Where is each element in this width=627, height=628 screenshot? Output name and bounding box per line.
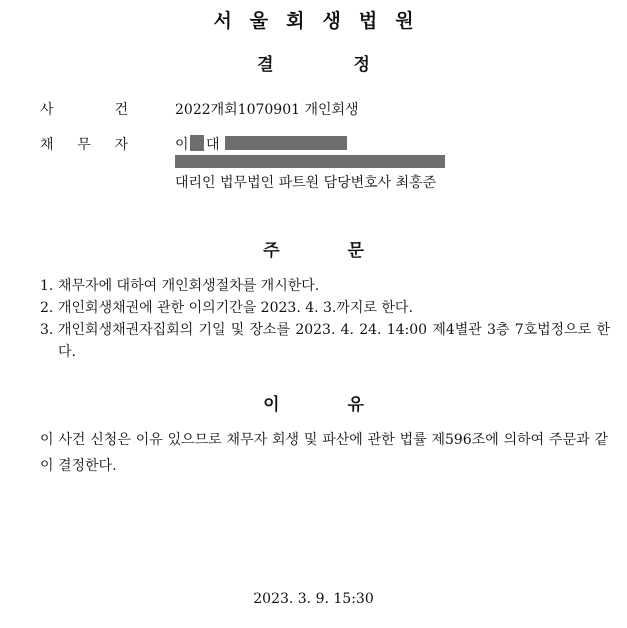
debtor-label-char: 무 [77, 137, 91, 153]
order-item-number: 1. [40, 278, 54, 294]
case-number: 2022개회1070901 개인회생 [175, 102, 359, 118]
case-label-char: 사 [40, 102, 54, 118]
redaction-block [190, 135, 204, 151]
debtor-name-prefix: 이 [175, 137, 189, 153]
case-label-char: 건 [114, 102, 128, 118]
decision-date: 2023. 3. 9. 15:30 [253, 591, 374, 607]
debtor-label-char: 채 [40, 137, 54, 153]
order-item [40, 297, 610, 319]
debtor-label-char: 자 [114, 137, 128, 153]
order-list [40, 275, 610, 363]
debtor-label [40, 134, 128, 154]
order-item-text: 채무자에 대하여 개인회생절차를 개시한다. [58, 278, 320, 294]
redaction-block [225, 136, 347, 150]
document-type-title: 결정 [257, 55, 450, 75]
case-label [40, 99, 128, 119]
redaction-block [175, 155, 445, 168]
order-item-number: 3. [40, 322, 54, 338]
order-item [40, 319, 610, 363]
debtor-agent: 대리인 법무법인 파트원 담당변호사 최홍준 [175, 175, 437, 191]
order-item-text: 개인회생채권자집회의 기일 및 장소를 2023. 4. 24. 14:00 제4별관 3층 7호법정으로 한다. [58, 322, 610, 360]
order-item-number: 2. [40, 300, 54, 316]
order-item [40, 275, 610, 297]
order-title: 주문 [263, 241, 432, 261]
court-name: 서울회생법원 [213, 10, 432, 32]
reason-title: 이유 [263, 395, 432, 415]
debtor-name-middle: 대 [206, 137, 220, 153]
order-item-text: 개인회생채권에 관한 이의기간을 2023. 4. 3.까지로 한다. [58, 300, 413, 316]
reason-text: 이 사건 신청은 이유 있으므로 채무자 회생 및 파산에 관한 법률 제596조에 의하여 주문과 같이 결정한다. [40, 432, 608, 474]
